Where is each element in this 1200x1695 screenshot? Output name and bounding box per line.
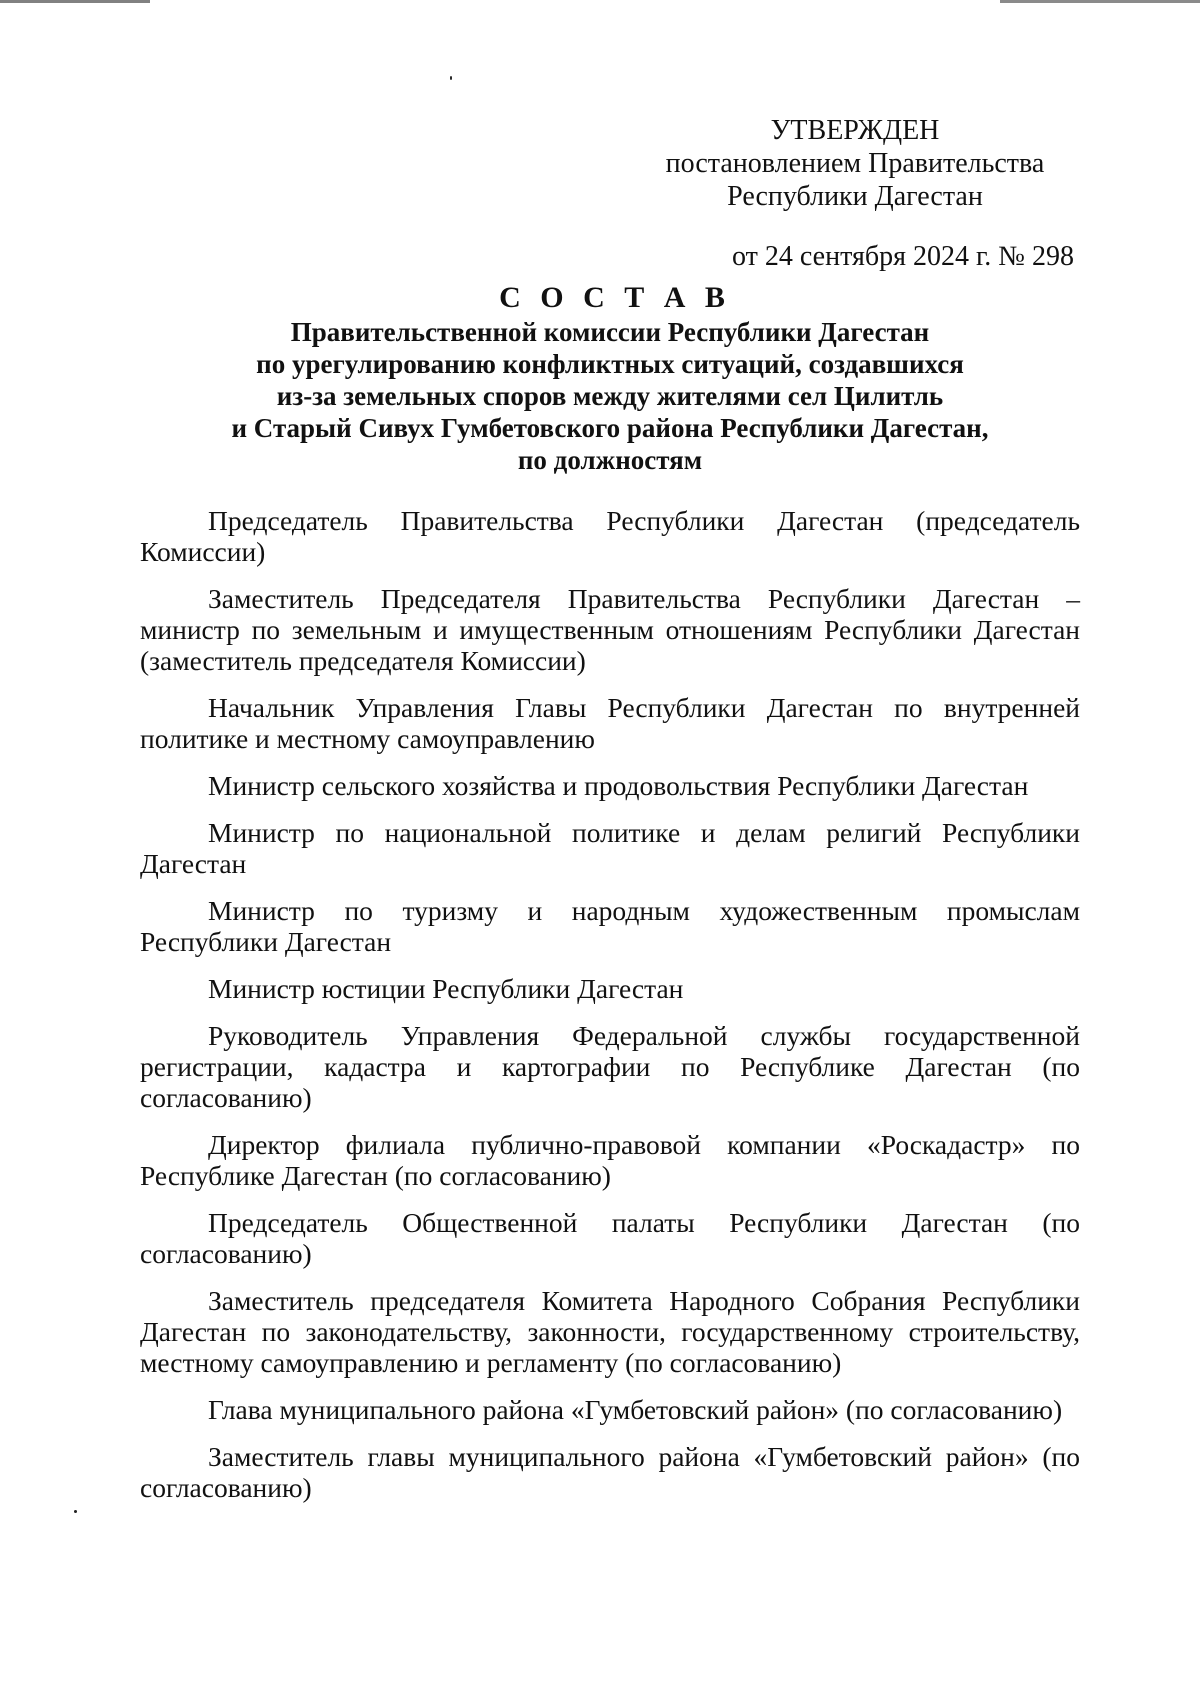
title-line: и Старый Сивух Гумбетовского района Республики Дагестан, <box>231 413 989 443</box>
document-title <box>130 280 1080 476</box>
scan-speck <box>450 76 452 80</box>
member-item: Руководитель Управления Федеральной службы государственной регистрации, кадастра и картографии по Республике Дагестан (по согласованию) <box>140 1020 1080 1113</box>
member-item: Заместитель главы муниципального района «Гумбетовский район» (по согласованию) <box>140 1441 1080 1503</box>
member-item: Председатель Общественной палаты Республики Дагестан (по согласованию) <box>140 1207 1080 1269</box>
member-item: Министр по национальной политике и делам религий Республики Дагестан <box>140 817 1080 879</box>
member-item: Заместитель Председателя Правительства Республики Дагестан – министр по земельным и имущественным отношениям Республики Дагестан (заместитель председателя Комиссии) <box>140 583 1080 676</box>
title-line: по урегулированию конфликтных ситуаций, создавшихся <box>256 349 964 379</box>
member-item: Заместитель председателя Комитета Народного Собрания Республики Дагестан по законодательству, законности, государственному строительству, местному самоуправлению и регламенту (по согласованию) <box>140 1285 1080 1378</box>
member-item: Министр по туризму и народным художественным промыслам Республики Дагестан <box>140 895 1080 957</box>
title-line: из-за земельных споров между жителями сел Цилитль <box>276 381 944 411</box>
scan-speck <box>74 1510 77 1513</box>
member-list <box>140 505 1080 1519</box>
member-item: Начальник Управления Главы Республики Дагестан по внутренней политике и местному самоуправлению <box>140 692 1080 754</box>
approval-status: УТВЕРЖДЕН <box>770 115 940 146</box>
approval-by-line: постановлением Правительства <box>665 148 1045 179</box>
member-item: Глава муниципального района «Гумбетовский район» (по согласованию) <box>208 1394 1063 1425</box>
title-line: по должностям <box>517 445 703 475</box>
title-heading: С О С Т А В <box>499 281 731 314</box>
title-line: Правительственной комиссии Республики Дагестан <box>290 317 930 347</box>
member-item: Министр сельского хозяйства и продовольствия Республики Дагестан <box>208 770 1029 801</box>
approval-block <box>630 114 1080 273</box>
approval-org-line: Республики Дагестан <box>727 181 983 212</box>
member-item: Министр юстиции Республики Дагестан <box>208 973 684 1004</box>
scan-edge-mark <box>0 0 1200 3</box>
member-item: Директор филиала публично-правовой компании «Роскадастр» по Республике Дагестан (по согласованию) <box>140 1129 1080 1191</box>
approval-date: от 24 сентября 2024 г. № 298 <box>732 241 1074 272</box>
member-item: Председатель Правительства Республики Дагестан (председатель Комиссии) <box>140 505 1080 567</box>
